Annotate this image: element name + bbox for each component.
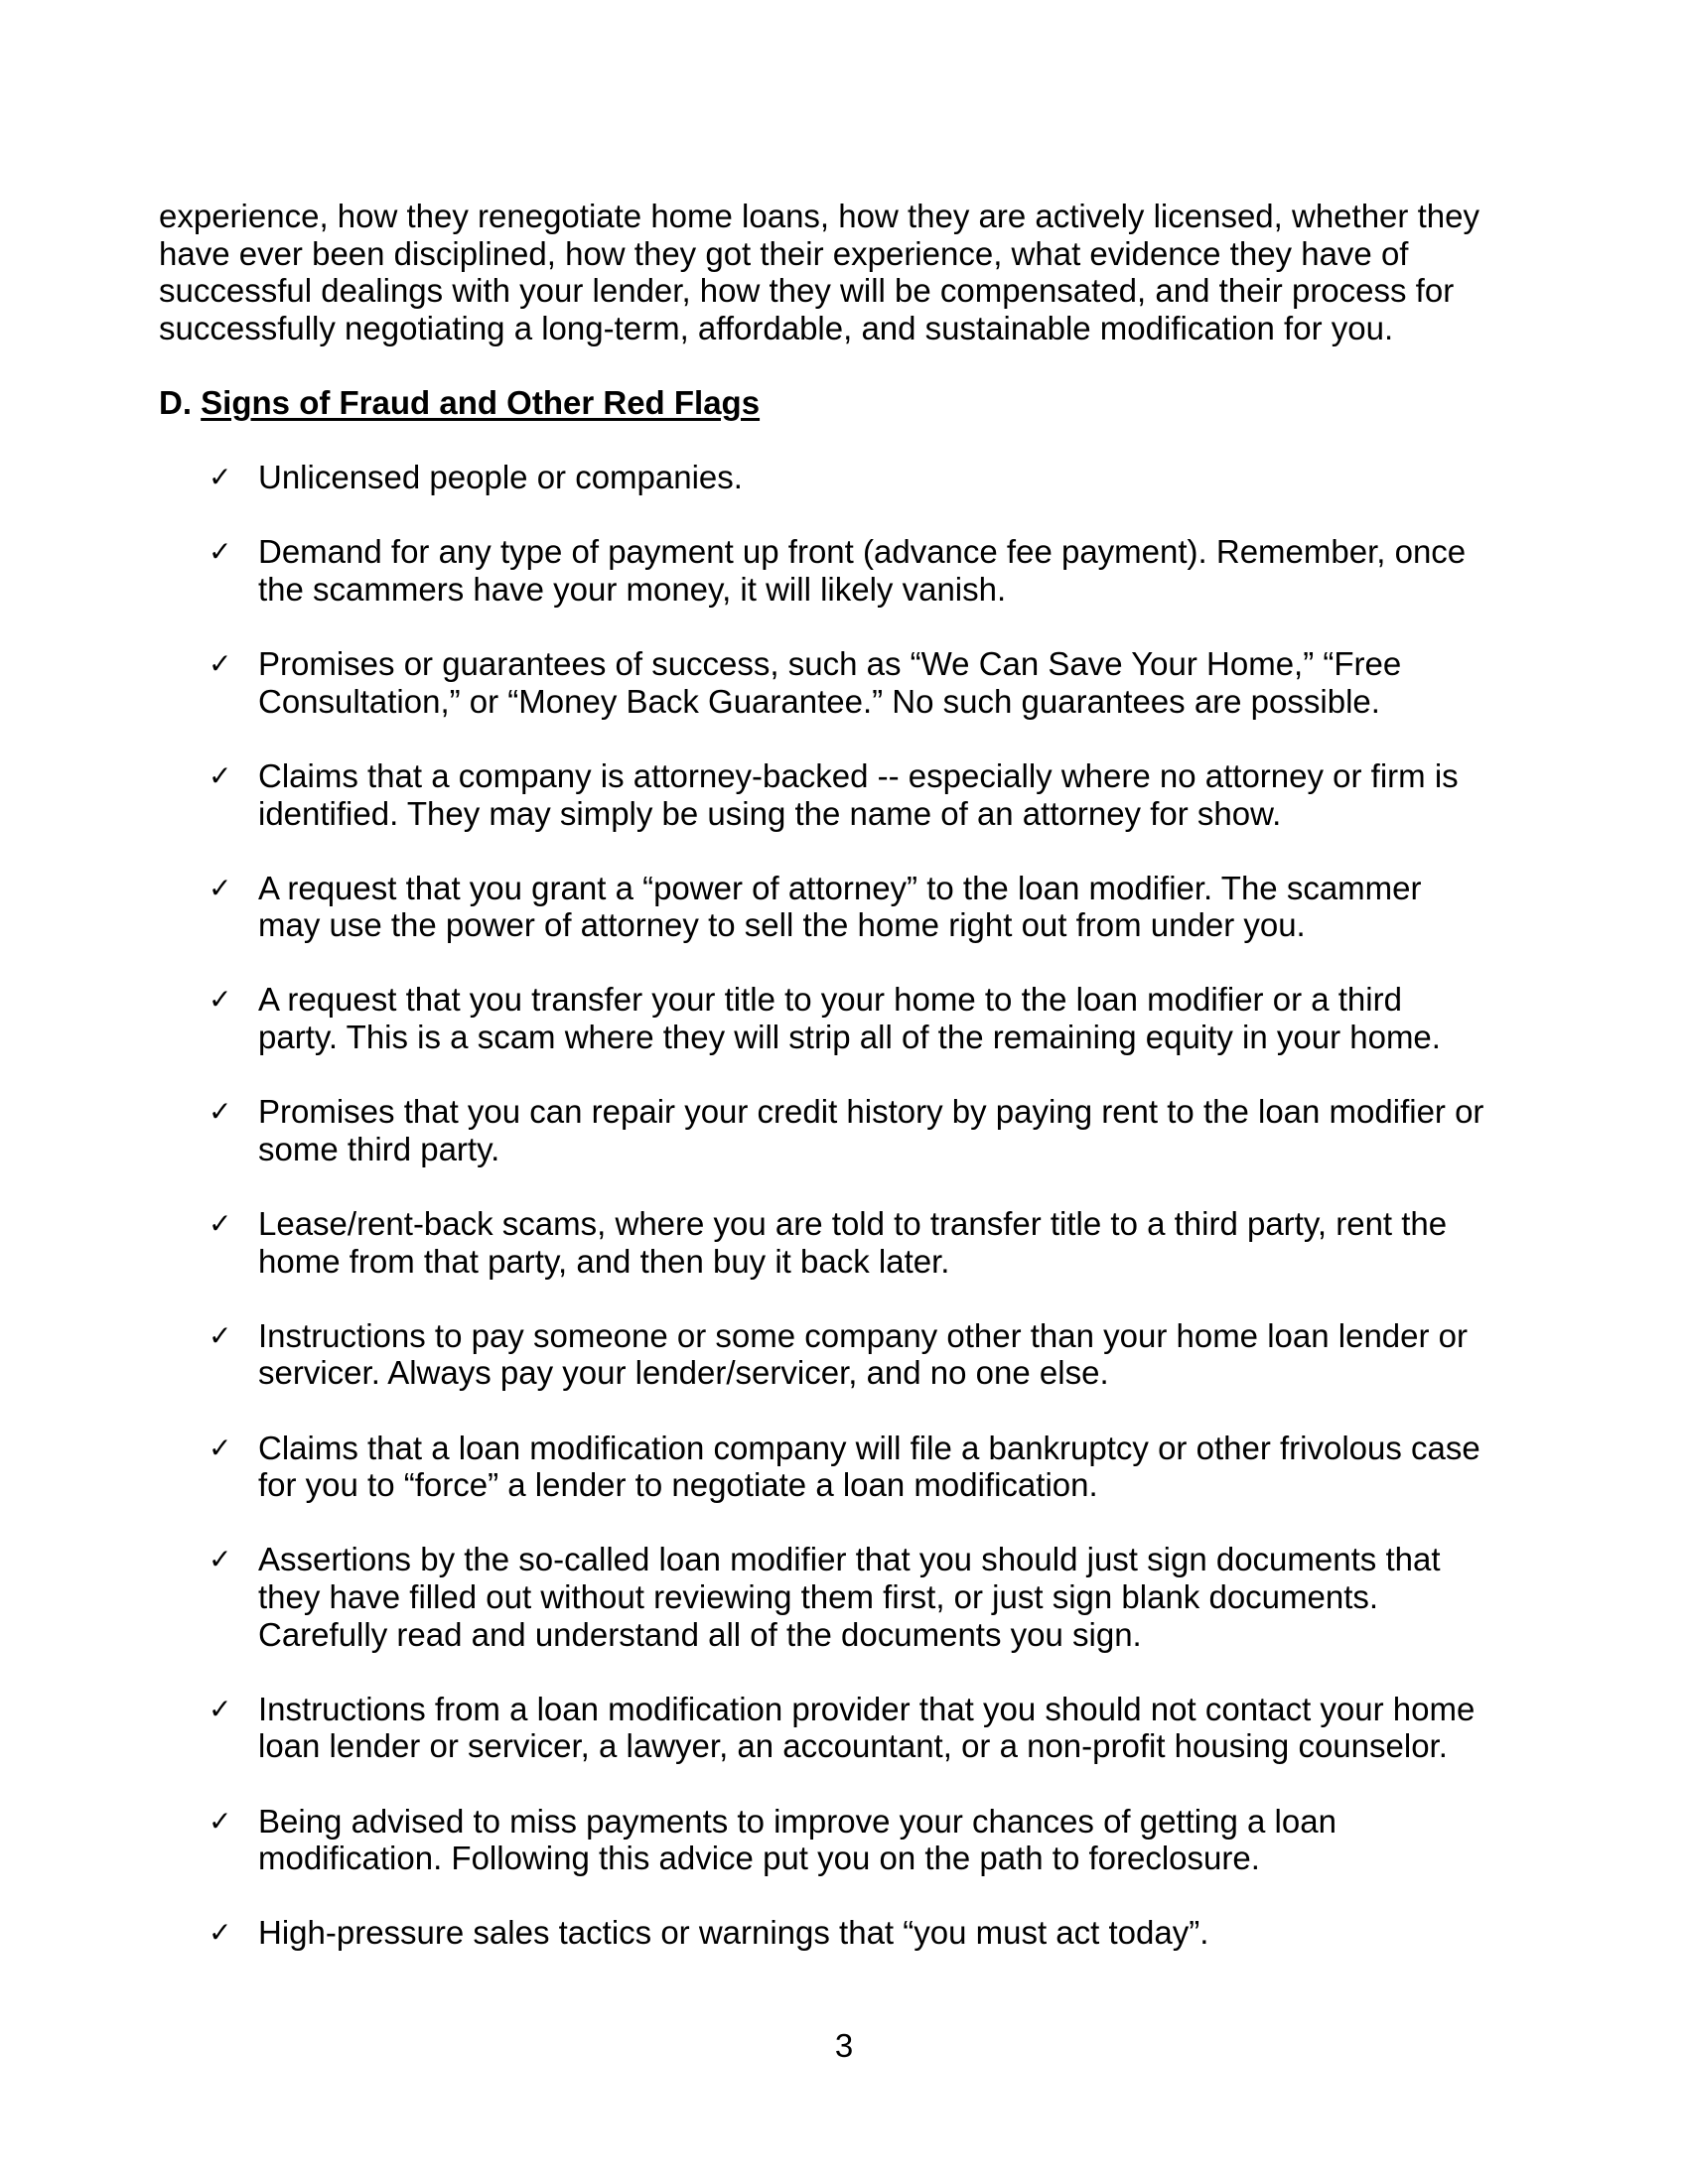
list-item-text: A request that you grant a “power of attorney” to the loan modifier. The scammer may use the power of attorney to sell the home right out from under you. xyxy=(258,869,1422,944)
list-item xyxy=(159,645,1489,720)
list-item xyxy=(159,533,1489,608)
section-letter: D. xyxy=(159,383,192,421)
section-heading xyxy=(159,384,1489,422)
list-item-text: Being advised to miss payments to improve your chances of getting a loan modification. Following this advice put you on the path to foreclosure. xyxy=(258,1802,1336,1877)
list-item xyxy=(159,1803,1489,1877)
list-item xyxy=(159,981,1489,1055)
checkmark-icon: ✓ xyxy=(209,647,232,681)
list-item xyxy=(159,870,1489,944)
checkmark-icon: ✓ xyxy=(209,1916,232,1950)
checkmark-icon: ✓ xyxy=(209,1692,232,1725)
list-item-text: Lease/rent-back scams, where you are told to transfer title to a third party, rent the home from that party, and then buy it back later. xyxy=(258,1205,1448,1280)
list-item-text: A request that you transfer your title to your home to the loan modifier or a third party. This is a scam where they will strip all of the remaining equity in your home. xyxy=(258,981,1441,1056)
checkmark-icon: ✓ xyxy=(209,1543,232,1576)
checkmark-icon: ✓ xyxy=(209,983,232,1017)
list-item-text: High-pressure sales tactics or warnings that “you must act today”. xyxy=(258,1914,1209,1952)
list-item-text: Assertions by the so-called loan modifier that you should just sign documents that they have filled out without reviewing them first, or just sign blank documents. Carefully read and understand all of the documents you sign. xyxy=(258,1541,1441,1653)
list-item-text: Claims that a company is attorney-backed -- especially where no attorney or firm is identified. They may simply be using the name of an attorney for show. xyxy=(258,756,1459,832)
list-item xyxy=(159,1205,1489,1280)
list-item xyxy=(159,1317,1489,1392)
list-item-text: Instructions from a loan modification provider that you should not contact your home loan lender or servicer, a lawyer, an accountant, or a non-profit housing counselor. xyxy=(258,1690,1476,1765)
list-item xyxy=(159,1691,1489,1765)
intro-paragraph: experience, how they renegotiate home loans, how they are actively licensed, whether they have ever been disciplined, how they got their experience, what evidence they have of successful dealings with your lender, how they will be compensated, and their process for successfully negotiating a long-term, affordable, and sustainable modification for you. xyxy=(159,198,1479,346)
checkmark-icon: ✓ xyxy=(209,1431,232,1464)
list-item xyxy=(159,1430,1489,1504)
list-item-text: Instructions to pay someone or some company other than your home loan lender or servicer. Always pay your lender/servicer, and no one else. xyxy=(258,1316,1469,1392)
list-item-text: Demand for any type of payment up front (advance fee payment). Remember, once the scammers have your money, it will likely vanish. xyxy=(258,533,1467,608)
document-page xyxy=(159,198,1489,1989)
red-flags-list xyxy=(159,459,1489,1952)
checkmark-icon: ✓ xyxy=(209,871,232,904)
list-item-text: Promises or guarantees of success, such as “We Can Save Your Home,” “Free Consultation,” or “Money Back Guarantee.” No such guarantees are possible. xyxy=(258,645,1402,720)
page-number: 3 xyxy=(834,2027,854,2064)
list-item xyxy=(159,459,1489,496)
checkmark-icon: ✓ xyxy=(209,758,232,792)
checkmark-icon: ✓ xyxy=(209,1804,232,1838)
section-title: Signs of Fraud and Other Red Flags xyxy=(201,383,761,421)
checkmark-icon: ✓ xyxy=(209,1095,232,1129)
list-item-text: Promises that you can repair your credit history by paying rent to the loan modifier or some third party. xyxy=(258,1093,1484,1167)
list-item-text: Claims that a loan modification company will file a bankruptcy or other frivolous case for you to “force” a lender to negotiate a loan modification. xyxy=(258,1429,1480,1504)
list-item xyxy=(159,757,1489,832)
list-item xyxy=(159,1914,1489,1952)
checkmark-icon: ✓ xyxy=(209,461,232,494)
list-item xyxy=(159,1093,1489,1167)
list-item xyxy=(159,1541,1489,1653)
checkmark-icon: ✓ xyxy=(209,535,232,569)
list-item-text: Unlicensed people or companies. xyxy=(258,459,743,496)
checkmark-icon: ✓ xyxy=(209,1318,232,1352)
checkmark-icon: ✓ xyxy=(209,1207,232,1241)
